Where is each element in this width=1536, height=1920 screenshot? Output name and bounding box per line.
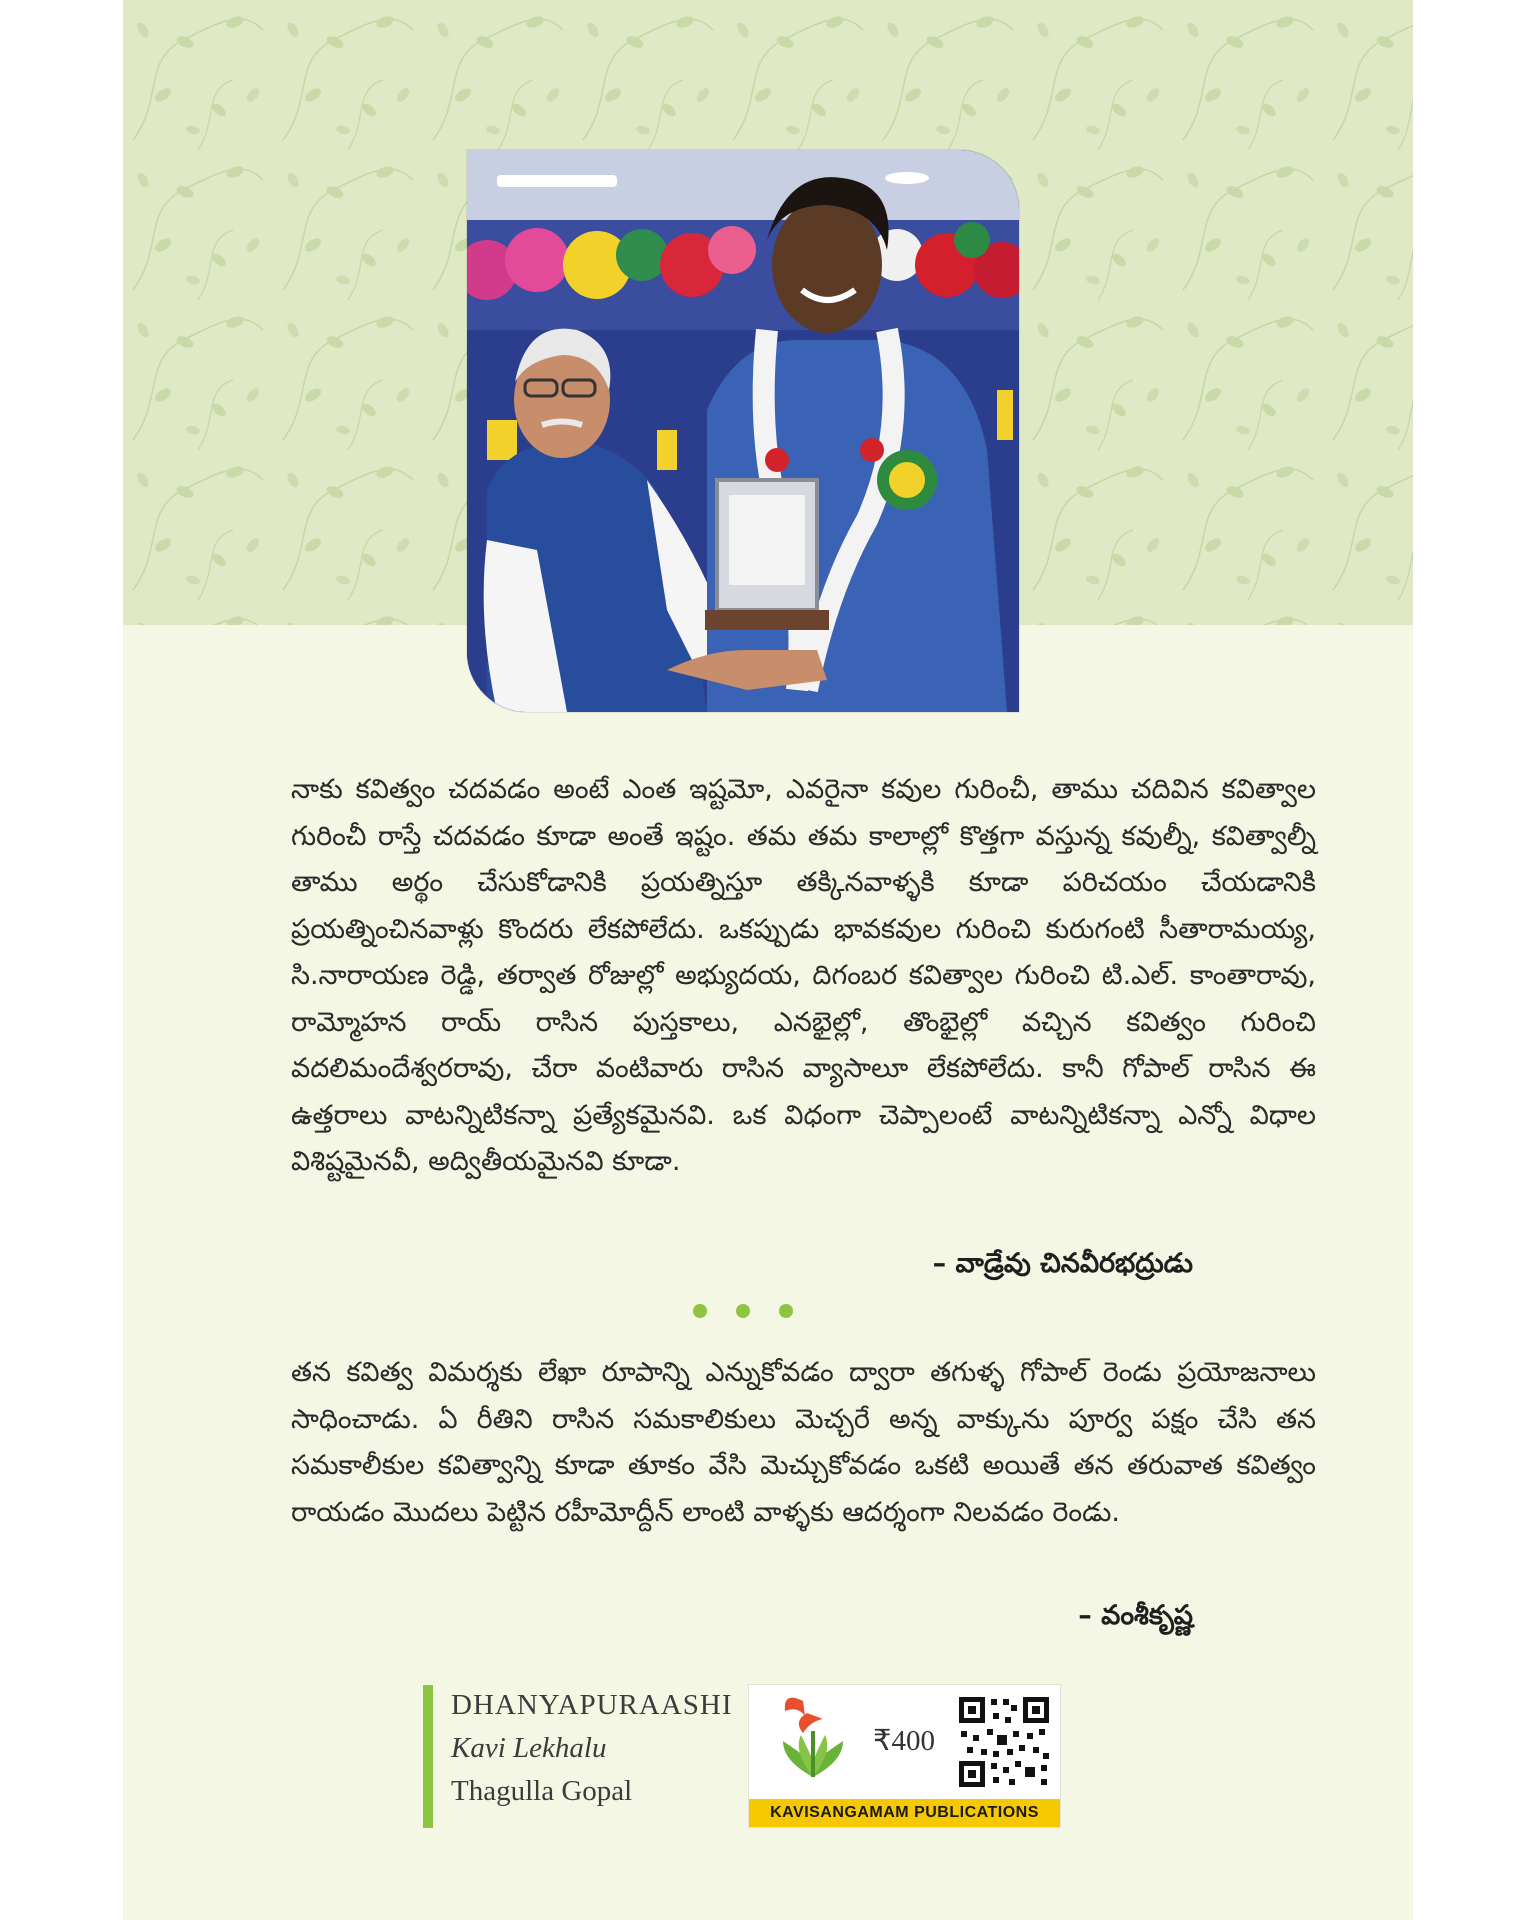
quote-author-2: – వంశీకృష్ణ — [1078, 1600, 1193, 1631]
dot-icon — [693, 1304, 707, 1318]
book-info — [423, 1685, 761, 1828]
price-label: ₹400 — [873, 1725, 935, 1757]
price-publisher-box — [748, 1684, 1061, 1828]
award-ceremony-photo — [467, 150, 1019, 712]
dot-icon — [779, 1304, 793, 1318]
quote-author-1: – వాడ్రేవు చినవీరభద్రుడు — [932, 1248, 1193, 1279]
book-subtitle: Kavi Lekhalu — [451, 1732, 607, 1764]
back-cover — [123, 0, 1413, 1920]
quote-paragraph-1: నాకు కవిత్వం చదవడం అంటే ఎంత ఇష్టమో, ఎవరైనా కవుల గురించీ, తాము చదివిన కవిత్వాల గురించీ రాస్తే చదవడం కూడా అంతే ఇష్టం. తమ తమ కాలాల్లో కొత్తగా వస్తున్న కవుల్నీ, కవిత్వాల్నీ తాము అర్థం చేసుకోడానికి ప్రయత్నిస్తూ తక్కినవాళ్ళకి కూడా పరిచయం చేయడానికి ప్రయత్నించినవాళ్లు కొందరు లేకపోలేదు. ఒకప్పుడు భావకవుల గురించి కురుగంటి సీతారామయ్య, సి.నారాయణ రెడ్డి, తర్వాత రోజుల్లో అభ్యుదయ, దిగంబర కవిత్వాల గురించి టి.ఎల్. కాంతారావు, రామ్మోహన రాయ్ రాసిన పుస్తకాలు, ఎనభైల్లో, తొంభైల్లో వచ్చిన కవిత్వం గురించి వదలిమందేశ్వరరావు, చేరా వంటివారు రాసిన వ్యాసాలూ లేకపోలేదు. కానీ గోపాల్ రాసిన ఈ ఉత్తరాలు వాటన్నిటికన్నా ప్రత్యేకమైనవి. ఒక విధంగా చెప్పాలంటే వాటన్నిటికన్నా ఎన్నో విధాల విశిష్టమైనవీ, అద్వితీయమైనవి కూడా. — [291, 774, 1316, 1177]
book-title: DHANYAPURAASHI — [451, 1689, 733, 1721]
quote-paragraph-2: తన కవిత్వ విమర్శకు లేఖా రూపాన్ని ఎన్నుకోవడం ద్వారా తగుళ్ళ గోపాల్ రెండు ప్రయోజనాలు సాధించాడు. ఏ రీతిని రాసిన సమకాలికులు మెచ్చరే అన్న వాక్కును పూర్వ పక్షం చేసి తన సమకాలీకుల కవిత్వాన్ని కూడా తూకం వేసి మెచ్చుకోవడం ఒకటి అయితే తన తరువాత కవిత్వం రాయడం మొదలు పెట్టిన రహీమోద్దీన్ లాంటి వాళ్ళకు ఆదర్శంగా నిలవడం రెండు. — [291, 1357, 1316, 1528]
publisher-logo-icon — [763, 1691, 863, 1781]
separator-dots — [693, 1300, 813, 1324]
qr-code-icon — [957, 1695, 1051, 1789]
publisher-name: KAVISANGAMAM PUBLICATIONS — [749, 1799, 1060, 1827]
book-author: Thagulla Gopal — [451, 1775, 633, 1807]
dot-icon — [736, 1304, 750, 1318]
